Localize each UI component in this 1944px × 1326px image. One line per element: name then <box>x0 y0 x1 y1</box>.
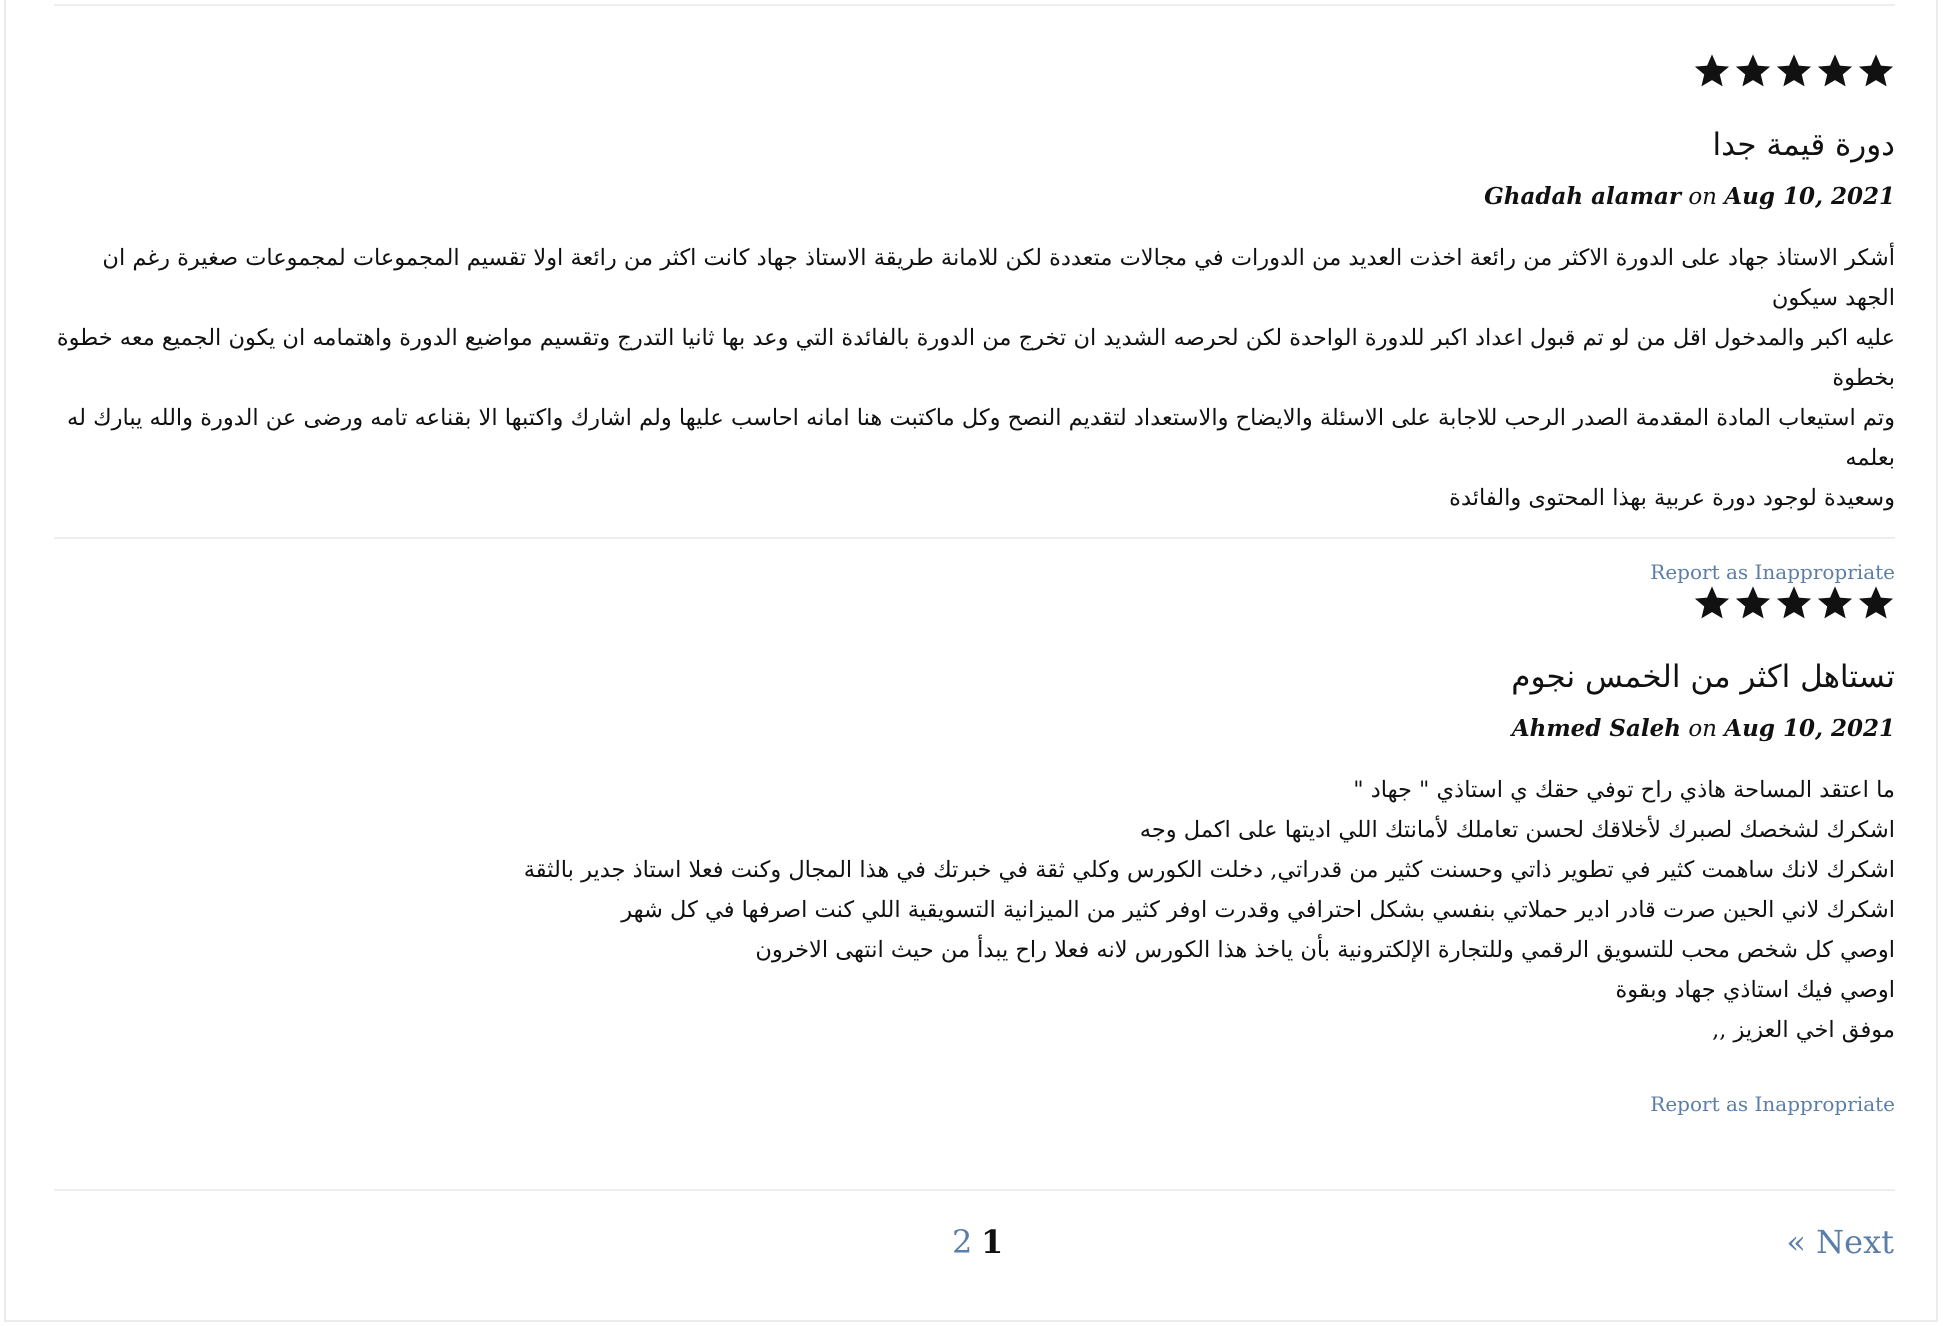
report-inappropriate-link[interactable]: Report as Inappropriate <box>1650 1092 1895 1116</box>
star-rating <box>54 52 1895 102</box>
page-current: 1 <box>981 1223 1004 1261</box>
review-author: Ghadah alamar <box>1484 183 1681 210</box>
review-on-label: on <box>1688 184 1717 210</box>
review-author: Ahmed Saleh <box>1511 715 1681 742</box>
review-on-label: on <box>1688 716 1717 742</box>
review-date: Aug 10, 2021 <box>1724 715 1895 742</box>
star-rating <box>54 584 1895 634</box>
review-body-line: وسعيدة لوجود دورة عربية بهذا المحتوى والفائدة <box>1449 485 1895 511</box>
review-date: Aug 10, 2021 <box>1724 183 1895 210</box>
next-page-link[interactable]: « Next <box>1786 1223 1894 1261</box>
review-title: دورة قيمة جدا <box>1712 127 1895 163</box>
review-title: تستاهل اكثر من الخمس نجوم <box>1511 659 1895 695</box>
top-divider <box>54 4 1895 6</box>
star-icon <box>1693 52 1731 90</box>
star-icon <box>1693 584 1731 622</box>
review-card <box>54 584 1895 1116</box>
review-body-line: اشكرك لشخصك لصبرك لأخلاقك لحسن تعاملك لأمانتك اللي اديتها على اكمل وجه <box>1139 817 1895 843</box>
star-icon <box>1816 584 1854 622</box>
star-icon <box>1816 52 1854 90</box>
review-card <box>54 52 1895 584</box>
review-divider <box>54 537 1895 539</box>
page-link-2[interactable]: 2 <box>952 1223 973 1261</box>
review-body-line: أشكر الاستاذ جهاد على الدورة الاكثر من رائعة اخذت العديد من الدورات في مجالات متعددة لكن للامانة طريقة الاستاذ جهاد كانت اكثر من رائعة اولا تقسيم المجموعات لمجموعات صغيرة رغم ان الجهد سيكون <box>102 245 1895 311</box>
star-icon <box>1775 584 1813 622</box>
pagination <box>0 1222 1944 1262</box>
star-icon <box>1775 52 1813 90</box>
review-body-line: ما اعتقد المساحة هاذي راح توفي حقك ي استاذي " جهاد " <box>1353 777 1895 803</box>
pagination-divider <box>54 1189 1895 1191</box>
star-icon <box>1857 584 1895 622</box>
review-meta <box>54 714 1895 744</box>
review-body <box>54 238 1895 518</box>
star-icon <box>1734 52 1772 90</box>
review-body <box>54 770 1895 1050</box>
review-body-line: اوصي كل شخص محب للتسويق الرقمي وللتجارة الإلكترونية بأن ياخذ هذا الكورس لانه فعلا راح يبدأ من حيث انتهى الاخرون <box>755 937 1895 963</box>
review-body-line: اوصي فيك استاذي جهاد وبقوة <box>1615 977 1895 1003</box>
report-inappropriate-link[interactable]: Report as Inappropriate <box>1650 560 1895 584</box>
star-icon <box>1857 52 1895 90</box>
review-body-line: وتم استيعاب المادة المقدمة الصدر الرحب للاجابة على الاسئلة والايضاح والاستعداد لتقديم النصح وكل ماكتبت هنا امانه احاسب عليها ولم اشارك واكتبها الا بقناعه تامه ورضى عن الدورة والله يبارك له بعلمه <box>67 405 1895 471</box>
review-body-line: عليه اكبر والمدخول اقل من لو تم قبول اعداد اكبر للدورة الواحدة لكن لحرصه الشديد ان تخرج من الدورة بالفائدة التي وعد بها ثانيا التدرج وتقسيم مواضيع الدورة واهتمامه ان يكون الجميع معه خطوة بخطوة <box>56 325 1895 391</box>
star-icon <box>1734 584 1772 622</box>
review-body-line: اشكرك لاني الحين صرت قادر ادير حملاتي بنفسي بشكل احترافي وقدرت اوفر كثير من الميزانية التسويقية اللي كنت اصرفها في كل شهر <box>621 897 1895 923</box>
review-body-line: موفق اخي العزيز ,, <box>1712 1017 1895 1043</box>
review-body-line: اشكرك لانك ساهمت كثير في تطوير ذاتي وحسنت كثير من قدراتي, دخلت الكورس وكلي ثقة في خبرتك في هذا المجال وكنت فعلا استاذ جدير بالثقة <box>523 857 1895 883</box>
review-meta <box>54 182 1895 212</box>
